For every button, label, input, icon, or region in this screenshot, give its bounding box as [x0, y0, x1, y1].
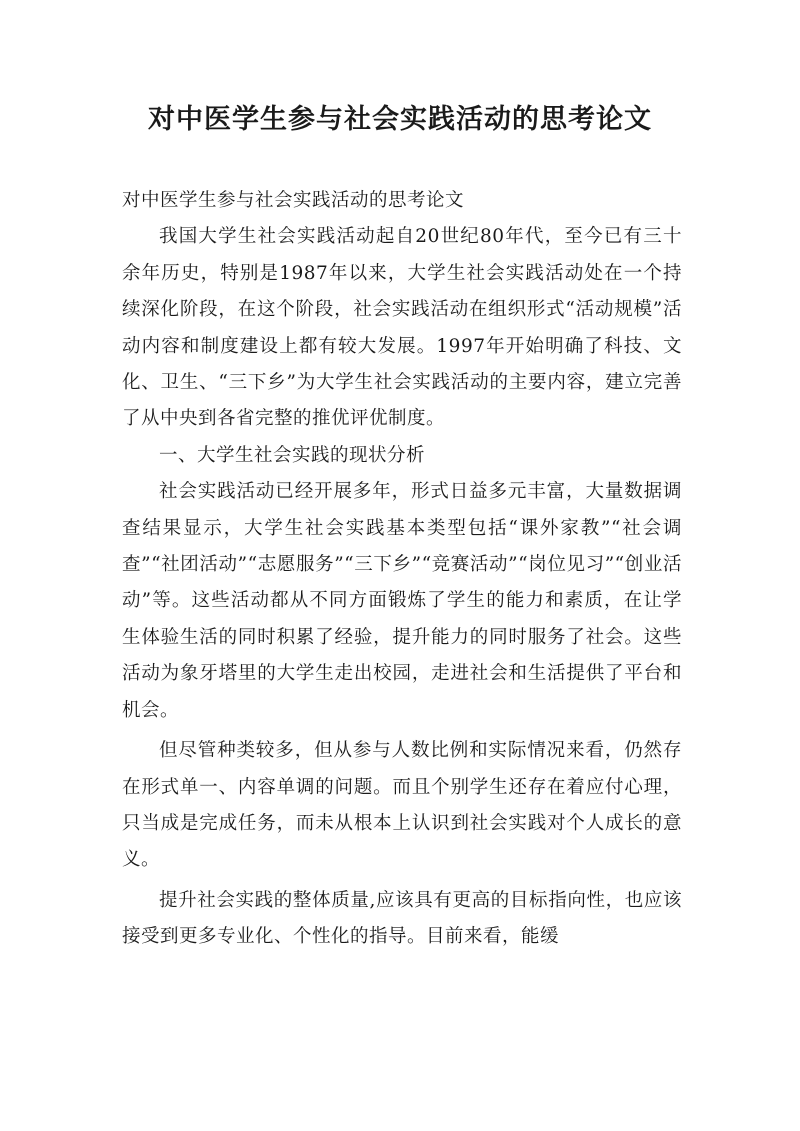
paragraph-current-status: 社会实践活动已经开展多年，形式日益多元丰富，大量数据调查结果显示，大学生社会实践基本类型包括“课外家教”“社会调查”“社团活动”“志愿服务”“三下乡”“竞赛活动”“岗位见习”“创业活动”等。这些活动都从不同方面锻炼了学生的能力和素质，在让学生体验生活的同时积累了经验，提升能力的同时服务了社会。这些活动为象牙塔里的大学生走出校园，走进社会和生活提供了平台和机会。 [122, 481, 682, 721]
section-heading-1: 一、大学生社会实践的现状分析 [159, 444, 426, 466]
document-title: 对中医学生参与社会实践活动的思考论文 [148, 104, 652, 135]
paragraph-intro: 我国大学生社会实践活动起自20世纪80年代，至今已有三十余年历史，特别是1987年以来，大学生社会实践活动处在一个持续深化阶段，在这个阶段，社会实践活动在组织形式“活动规模”活动内容和制度建设上都有较大发展。1997年开始明确了科技、文化、卫生、“三下乡”为大学生社会实践活动的主要内容，建立完善了从中央到各省完整的推优评优制度。 [122, 226, 682, 430]
paragraph-problems: 但尽管种类较多，但从参与人数比例和实际情况来看，仍然存在形式单一、内容单调的问题。而且个别学生还存在着应付心理，只当成是完成任务，而未从根本上认识到社会实践对个人成长的意义。 [122, 740, 682, 871]
body-heading-repeat: 对中医学生参与社会实践活动的思考论文 [122, 190, 465, 211]
document-body [122, 183, 682, 956]
paragraph-improvement: 提升社会实践的整体质量,应该具有更高的目标指向性，也应该接受到更多专业化、个性化的指导。目前来看，能缓 [122, 889, 682, 948]
